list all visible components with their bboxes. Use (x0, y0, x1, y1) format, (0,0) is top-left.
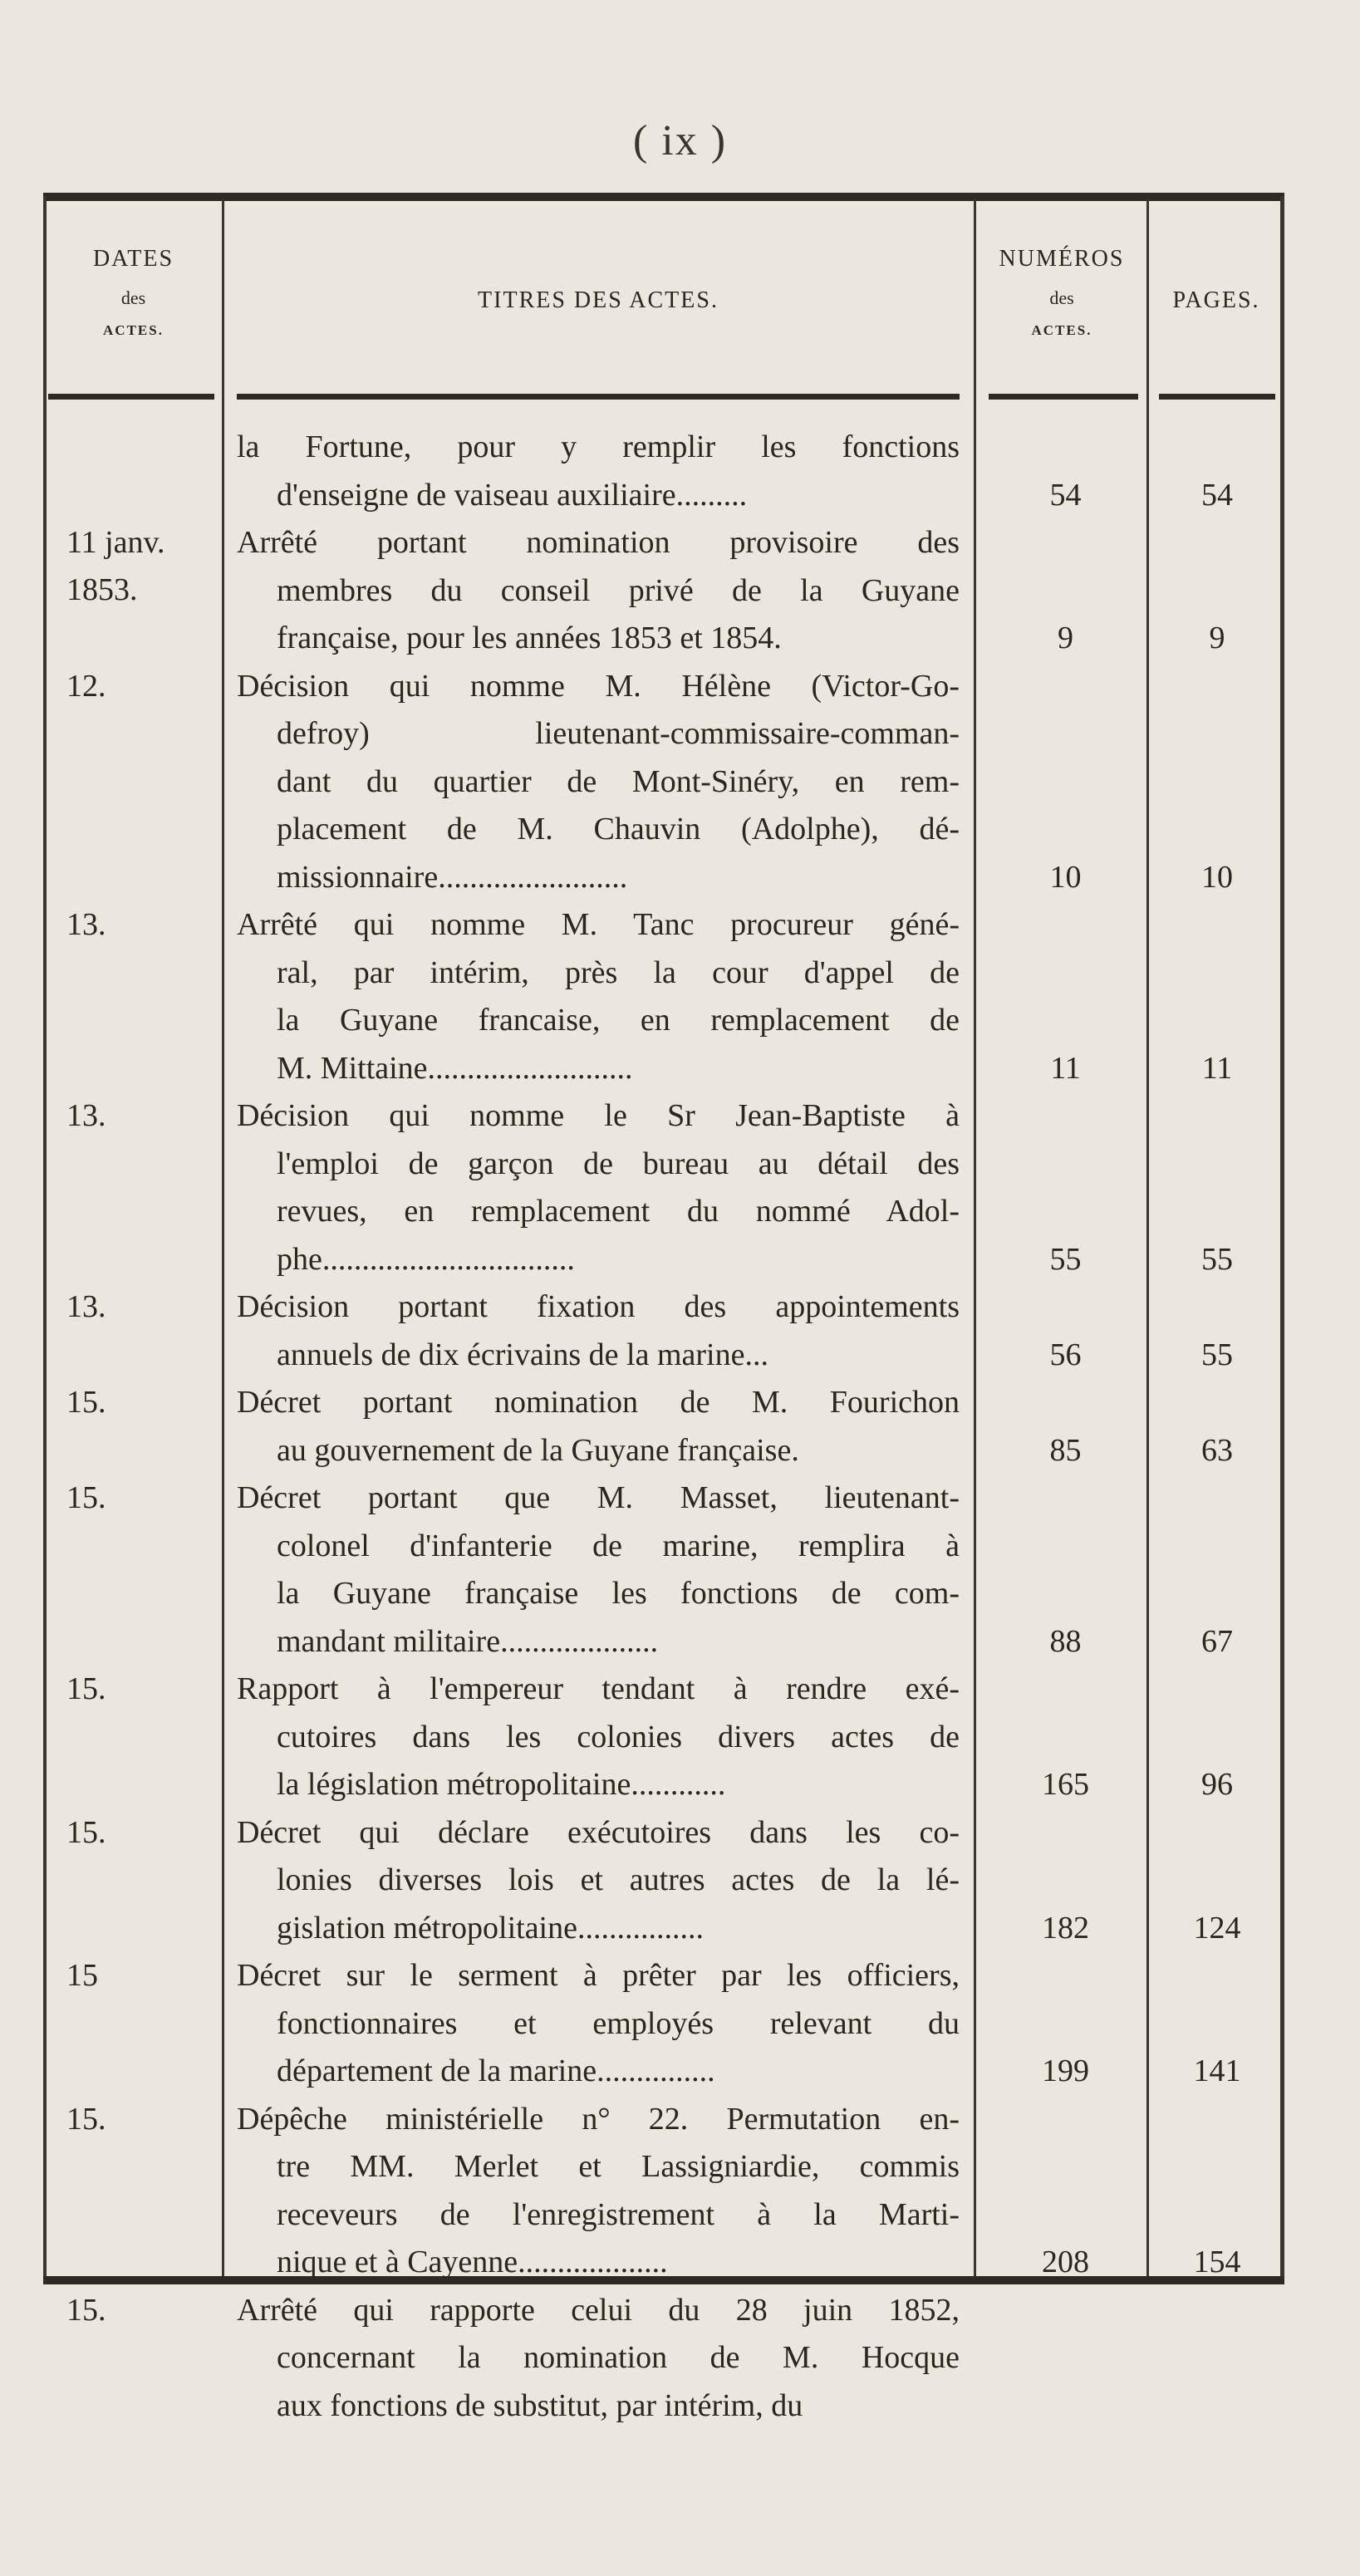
column-divider-dates (222, 199, 224, 2276)
act-title-line: Arrêté qui rapporte celui du 28 juin 1852, (237, 2292, 960, 2328)
act-title-line: mandant militaire.................... (277, 1623, 659, 1659)
act-title-line: dant du quartier de Mont-Sinéry, en rem- (277, 763, 960, 799)
act-title-line: au gouvernement de la Guyane française. (277, 1432, 799, 1468)
act-title-line: Décret sur le serment à prêter par les officiers, (237, 1958, 960, 1993)
act-title-line: colonel d'infanterie de marine, remplira à (277, 1528, 960, 1563)
act-title (237, 424, 960, 519)
act-date: 15. (66, 1814, 106, 1850)
act-title-line: Arrêté qui nomme M. Tanc procureur géné- (237, 907, 960, 942)
header-rule-numeros (989, 394, 1138, 400)
act-title-line: Décret portant que M. Masset, lieutenant- (237, 1480, 960, 1515)
act-title-line: fonctionnaires et employés relevant du (277, 2005, 960, 2041)
header-dates-line3: ACTES. (103, 322, 164, 338)
act-page: 9 (1209, 621, 1225, 655)
act-title-line: la Guyane francaise, en remplacement de (277, 1003, 960, 1038)
act-title-line: Arrêté portant nomination provisoire des (237, 525, 960, 560)
act-title-line: receveurs de l'enregistrement à la Marti- (277, 2196, 960, 2232)
page-folio: ( ix ) (632, 117, 728, 164)
act-title (237, 663, 960, 902)
act-title-line: aux fonctions de substitut, par intérim, du (277, 2387, 803, 2423)
act-title (237, 1666, 960, 1809)
act-title-line: M. Mittaine.......................... (277, 1050, 633, 1086)
act-date: 13. (66, 1098, 106, 1133)
act-title (237, 1092, 960, 1283)
act-title-line: Rapport à l'empereur tendant à rendre exé- (237, 1671, 960, 1706)
act-title-line: annuels de dix écrivains de la marine... (277, 1337, 768, 1372)
act-date: 13. (66, 907, 106, 942)
act-number: 88 (1049, 1623, 1082, 1659)
header-pages (1151, 287, 1281, 314)
act-number: 165 (1042, 1767, 1089, 1802)
act-number: 11 (1050, 1050, 1081, 1086)
act-title-line: Décision qui nomme M. Hélène (Victor-Go- (237, 668, 960, 704)
header-numeros-line3: ACTES. (1031, 322, 1092, 338)
header-rule-dates (48, 394, 214, 400)
header-numeros-line1: NUMÉROS (999, 246, 1125, 272)
act-page: 63 (1201, 1432, 1233, 1468)
act-title-line: la Guyane française les fonctions de com- (277, 1576, 960, 1611)
header-dates (48, 246, 218, 339)
act-number: 182 (1042, 1910, 1089, 1945)
header-numeros (979, 246, 1145, 339)
act-title-line: defroy) lieutenant-commissaire-comman- (277, 716, 960, 751)
act-title (237, 2287, 960, 2431)
act-title-line: d'enseigne de vaiseau auxiliaire......... (277, 477, 748, 513)
act-title-line: l'emploi de garçon de bureau au détail des (277, 1146, 960, 1181)
act-title-line: missionnaire........................ (277, 859, 628, 895)
act-date: 15. (66, 1385, 106, 1420)
header-pages-label: PAGES. (1172, 287, 1260, 313)
act-title (237, 519, 960, 663)
act-title (237, 1809, 960, 1953)
act-page: 55 (1201, 1337, 1233, 1372)
act-title-line: Décision portant fixation des appointements (237, 1289, 960, 1324)
act-title-line: phe................................ (277, 1241, 575, 1277)
header-rule-pages (1159, 394, 1275, 400)
act-title-line: membres du conseil privé de la Guyane (277, 572, 960, 608)
act-title (237, 2096, 960, 2287)
act-title-line: cutoires dans les colonies divers actes de (277, 1719, 960, 1754)
act-page: 55 (1201, 1241, 1233, 1277)
column-divider-titles (974, 199, 976, 2276)
act-date: 15. (66, 1671, 106, 1706)
act-title-line: revues, en remplacement du nommé Adol- (277, 1194, 960, 1229)
header-rule-titles (237, 394, 960, 400)
act-title (237, 1474, 960, 1666)
act-page: 141 (1193, 2053, 1241, 2088)
act-date: 13. (66, 1289, 106, 1324)
act-title (237, 1952, 960, 2096)
act-number: 54 (1049, 477, 1082, 513)
act-title-line: Décret portant nomination de M. Fourichon (237, 1385, 960, 1420)
act-title-line: ral, par intérim, près la cour d'appel de (277, 954, 960, 990)
act-title-line: nique et à Cayenne................... (277, 2245, 668, 2279)
act-page: 10 (1201, 859, 1233, 895)
header-titles-label: TITRES DES ACTES. (478, 287, 719, 313)
act-page: 124 (1193, 1910, 1241, 1945)
act-page: 11 (1201, 1050, 1233, 1086)
act-page: 67 (1201, 1623, 1233, 1659)
act-title-line: la Fortune, pour y remplir les fonctions (237, 429, 960, 464)
act-date: 15. (66, 1480, 106, 1515)
act-title (237, 1379, 960, 1474)
act-title-line: placement de M. Chauvin (Adolphe), dé- (277, 812, 960, 846)
act-date: 15 (66, 1958, 98, 1993)
act-title-line: Dépêche ministérielle n° 22. Permutation en- (237, 2101, 960, 2137)
act-date: 11 janv. 1853. (66, 525, 165, 607)
act-number: 10 (1049, 859, 1082, 895)
header-dates-line2: des (120, 287, 146, 308)
act-title-line: département de la marine............... (277, 2053, 715, 2088)
act-page: 54 (1201, 477, 1233, 513)
act-title-line: Décision qui nomme le Sr Jean-Baptiste à (237, 1098, 960, 1133)
act-title-line: tre MM. Merlet et Lassigniardie, commis (277, 2149, 960, 2184)
header-dates-line1: DATES (92, 246, 174, 272)
header-titles (228, 287, 968, 314)
act-date: 15. (66, 2292, 106, 2328)
act-number: 199 (1042, 2053, 1089, 2088)
act-title (237, 1283, 960, 1379)
act-number: 56 (1049, 1337, 1082, 1372)
act-page: 154 (1193, 2245, 1241, 2279)
act-title-line: la législation métropolitaine............ (277, 1767, 726, 1802)
act-number: 85 (1049, 1432, 1082, 1468)
act-number: 208 (1042, 2245, 1089, 2279)
act-number: 9 (1058, 621, 1073, 655)
act-page: 96 (1201, 1767, 1233, 1802)
act-title (237, 901, 960, 1092)
column-divider-numeros (1146, 199, 1149, 2276)
act-title-line: Décret qui déclare exécutoires dans les co- (237, 1814, 960, 1850)
act-title-line: lonies diverses lois et autres actes de la lé- (277, 1862, 960, 1897)
act-date: 15. (66, 2101, 106, 2137)
act-date: 12. (66, 668, 106, 704)
act-title-line: française, pour les années 1853 et 1854. (277, 621, 782, 655)
act-title-line: gislation métropolitaine................ (277, 1910, 704, 1945)
header-numeros-line2: des (1049, 287, 1074, 308)
act-number: 55 (1049, 1241, 1082, 1277)
act-title-line: concernant la nomination de M. Hocque (277, 2340, 960, 2375)
